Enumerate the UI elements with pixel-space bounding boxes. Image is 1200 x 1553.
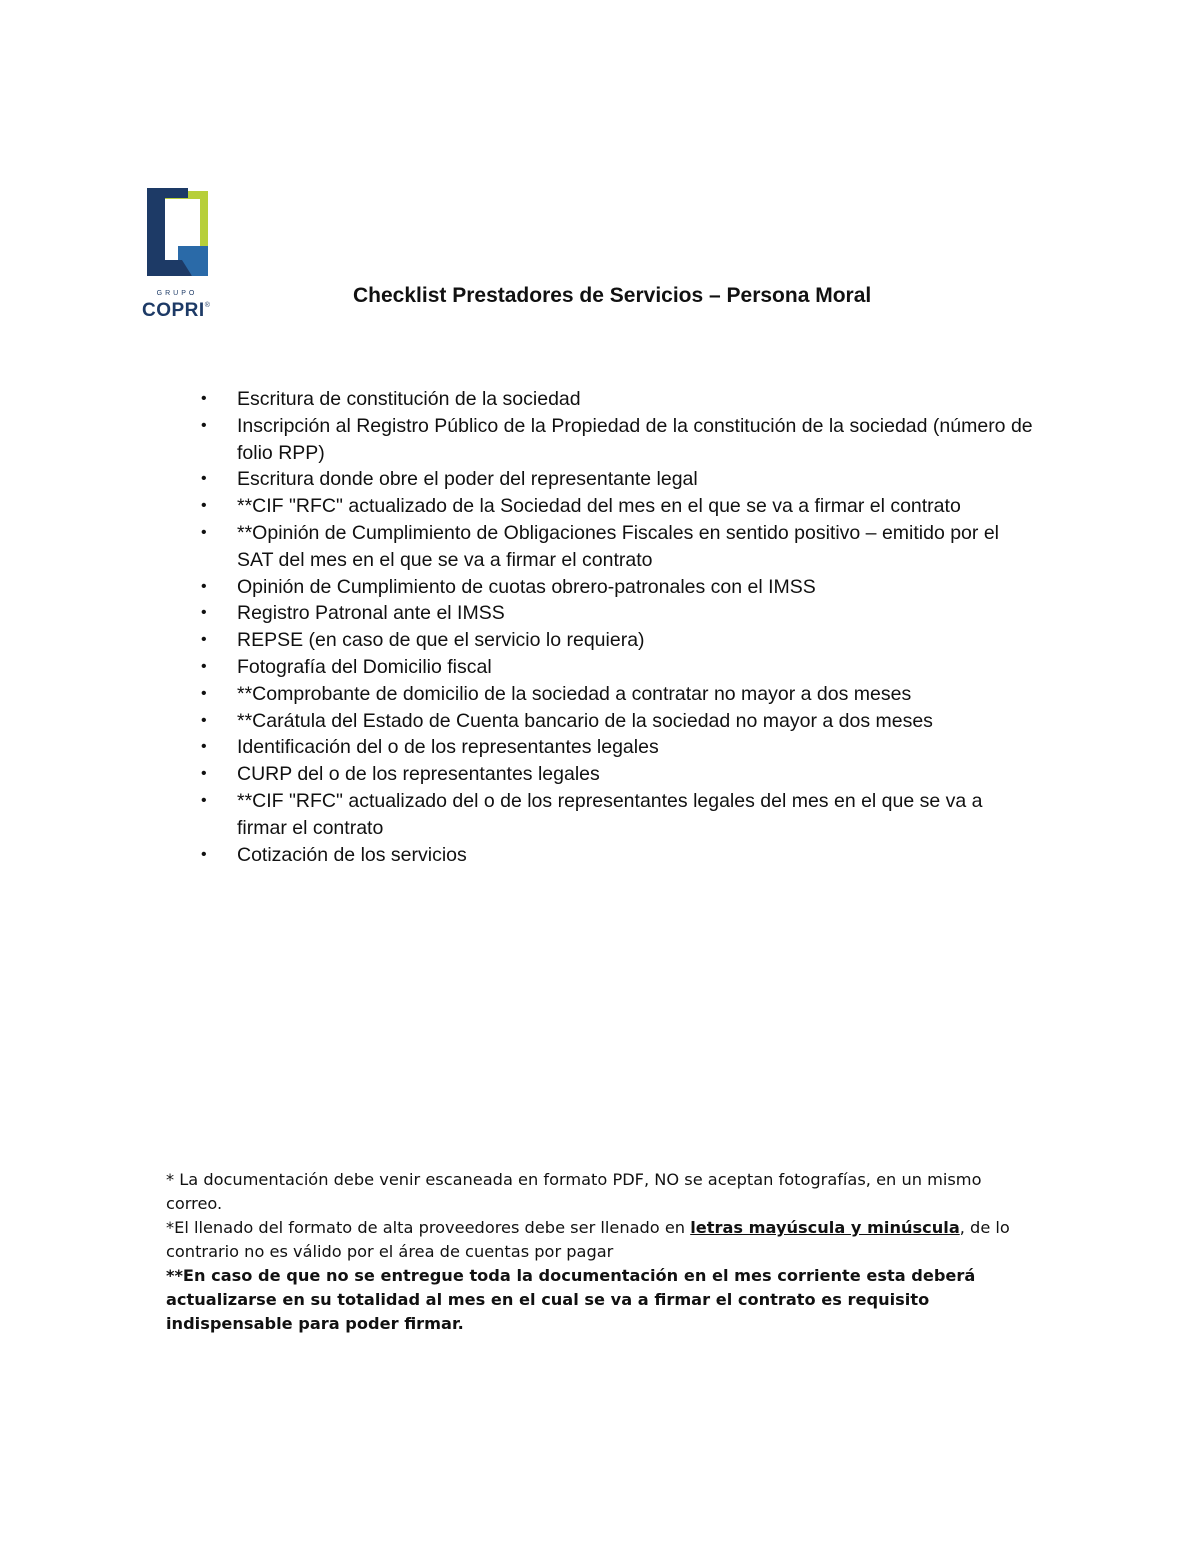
bullet: • bbox=[201, 738, 207, 756]
checklist-item-text: Fotografía del Domicilio fiscal bbox=[237, 655, 492, 678]
bullet: • bbox=[201, 631, 207, 649]
footnote-letter-case-text: *El llenado del formato de alta proveedores debe ser llenado en bbox=[166, 1218, 691, 1237]
bullet: • bbox=[201, 416, 207, 434]
checklist-item-text: Opinión de Cumplimiento de cuotas obrero-patronales con el IMSS bbox=[237, 575, 816, 598]
logo-group-label: GRUPO bbox=[156, 290, 198, 297]
checklist-item bbox=[201, 761, 1037, 788]
logo-registered-mark: ® bbox=[204, 302, 211, 309]
footnote-update-requirement: **En caso de que no se entregue toda la documentación en el mes corriente esta deberá actualizarse en su totalidad al mes en el cual se va a firmar el contrato es requisito indispensable para poder firmar. bbox=[166, 1266, 976, 1333]
checklist-item bbox=[201, 654, 1037, 681]
checklist-item bbox=[201, 520, 1037, 574]
checklist-item-text: Registro Patronal ante el IMSS bbox=[237, 602, 505, 625]
bullet: • bbox=[201, 523, 207, 541]
bullet: • bbox=[201, 470, 207, 488]
checklist-item-text: **Comprobante de domicilio de la sociedad a contratar no mayor a dos meses bbox=[237, 682, 912, 705]
footnote-letter-case-emphasis: letras mayúscula y minúscula bbox=[690, 1218, 960, 1237]
bullet: • bbox=[201, 765, 207, 783]
bullet: • bbox=[201, 497, 207, 515]
checklist-item-text: **Opinión de Cumplimiento de Obligaciones Fiscales en sentido positivo – emitido por el SAT del mes en el que se va a firmar el contrato bbox=[237, 521, 999, 571]
bullet: • bbox=[201, 711, 207, 729]
footnote-pdf-format: * La documentación debe venir escaneada en formato PDF, NO se aceptan fotografías, en un mismo correo. bbox=[166, 1170, 982, 1213]
checklist-item-text: Escritura donde obre el poder del representante legal bbox=[237, 468, 698, 491]
logo-brand-name bbox=[142, 300, 210, 322]
checklist-item-text: **CIF "RFC" actualizado de la Sociedad del mes en el que se va a firmar el contrato bbox=[237, 495, 961, 518]
checklist-item-text: **Carátula del Estado de Cuenta bancario de la sociedad no mayor a dos meses bbox=[237, 709, 933, 732]
checklist-item bbox=[201, 600, 1037, 627]
copri-logo-mark bbox=[142, 186, 212, 281]
bullet: • bbox=[201, 577, 207, 595]
bullet: • bbox=[201, 604, 207, 622]
checklist-item bbox=[201, 842, 1037, 869]
bullet: • bbox=[201, 791, 207, 809]
checklist-item bbox=[201, 386, 1037, 413]
bullet: • bbox=[201, 684, 207, 702]
checklist-item bbox=[201, 493, 1037, 520]
checklist-item-text: **CIF "RFC" actualizado del o de los representantes legales del mes en el que se va a firmar el contrato bbox=[237, 789, 983, 839]
footnote-letter-case-rest: , de lo contrario no es válido por el área de cuentas por pagar bbox=[166, 1218, 1010, 1261]
footnotes bbox=[166, 1168, 1036, 1336]
footnote-letter-case bbox=[166, 1216, 1036, 1264]
logo-brand-text: COPRI bbox=[142, 300, 205, 321]
bullet: • bbox=[201, 845, 207, 863]
checklist-item bbox=[201, 734, 1037, 761]
checklist bbox=[201, 386, 1037, 868]
checklist-item bbox=[201, 466, 1037, 493]
checklist-item-text: Escritura de constitución de la sociedad bbox=[237, 388, 581, 410]
checklist-item bbox=[201, 681, 1037, 708]
checklist-item bbox=[201, 574, 1037, 601]
checklist-item-text: CURP del o de los representantes legales bbox=[237, 763, 600, 786]
bullet: • bbox=[201, 657, 207, 675]
checklist-item bbox=[201, 413, 1037, 467]
checklist-item-text: Identificación del o de los representantes legales bbox=[237, 736, 659, 759]
checklist-item-text: Cotización de los servicios bbox=[237, 843, 467, 866]
company-logo bbox=[142, 186, 222, 326]
page-title: Checklist Prestadores de Servicios – Persona Moral bbox=[353, 284, 872, 307]
checklist-item bbox=[201, 708, 1037, 735]
checklist-item-text: REPSE (en caso de que el servicio lo requiera) bbox=[237, 629, 645, 652]
checklist-item bbox=[201, 627, 1037, 654]
checklist-item-text: Inscripción al Registro Público de la Propiedad de la constitución de la sociedad (número de folio RPP) bbox=[237, 414, 1033, 464]
bullet: • bbox=[201, 390, 207, 407]
checklist-item bbox=[201, 788, 1037, 842]
